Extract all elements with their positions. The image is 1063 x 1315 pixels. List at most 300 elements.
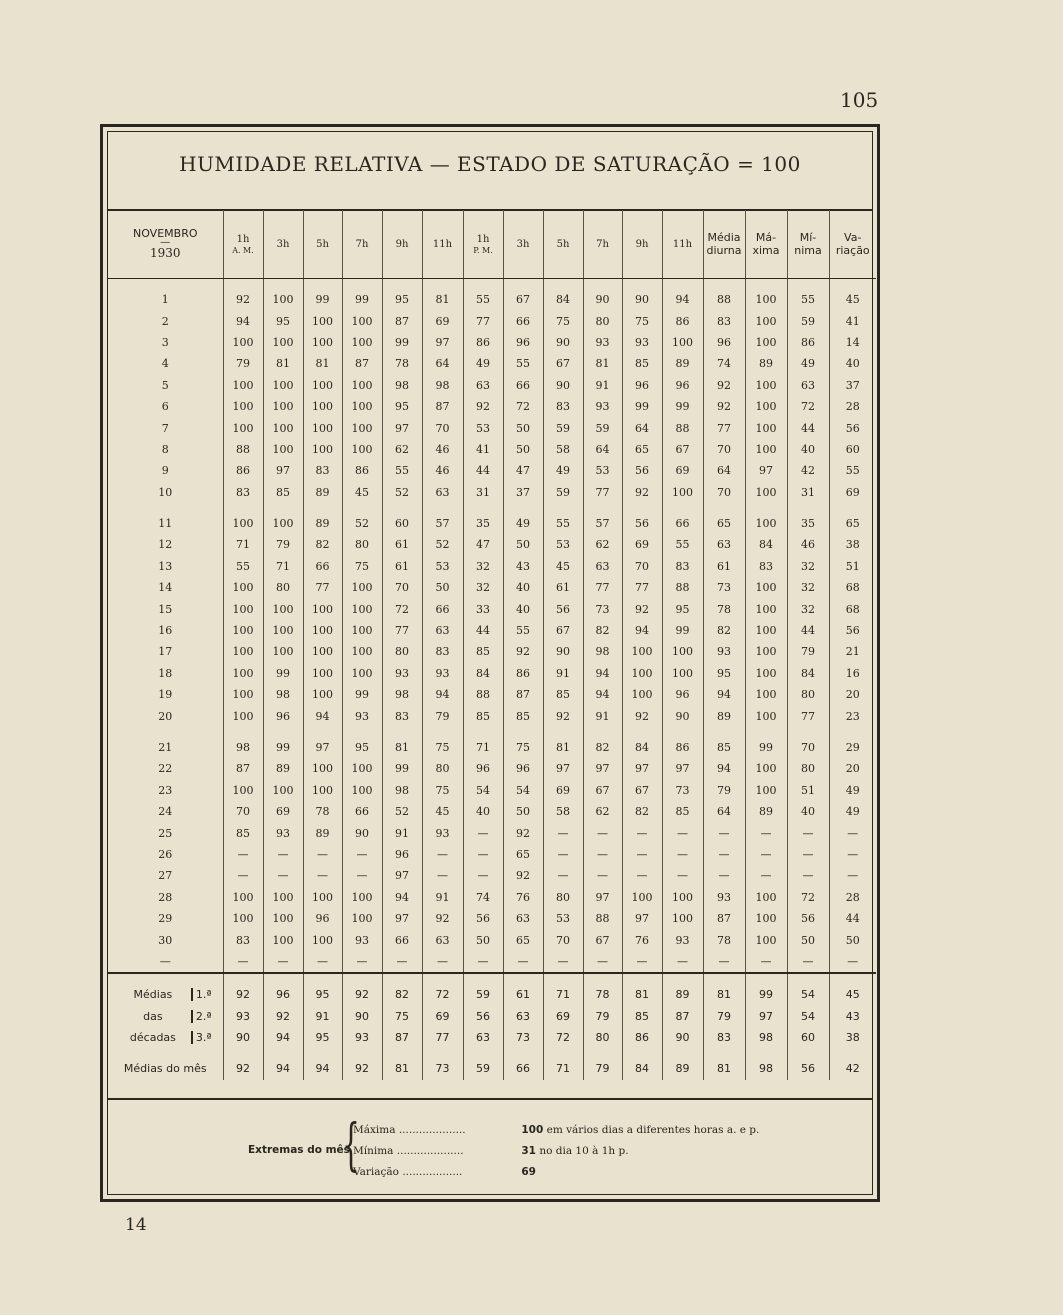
spacer-cell (263, 727, 303, 737)
table-cell: 77 (583, 482, 622, 503)
table-cell: 100 (662, 908, 703, 929)
table-cell: 80 (382, 641, 422, 662)
table-row (108, 310, 876, 331)
table-cell: 60 (787, 1027, 829, 1048)
spacer-cell (422, 727, 463, 737)
table-cell: 96 (263, 705, 303, 726)
table-cell: 97 (382, 417, 422, 438)
table-cell: 70 (703, 439, 745, 460)
table-cell: 94 (662, 289, 703, 310)
table-cell: 100 (303, 598, 342, 619)
table-cell: — (382, 951, 422, 973)
table-cell: 77 (422, 1027, 463, 1048)
table-cell: 97 (745, 1006, 787, 1027)
table-cell: 32 (463, 556, 503, 577)
table-cell: 94 (422, 684, 463, 705)
table-cell: 79 (223, 353, 263, 374)
table-cell: 100 (263, 417, 303, 438)
table-cell: 80 (342, 534, 382, 555)
table-cell: — (787, 844, 829, 865)
table-cell: 100 (342, 780, 382, 801)
table-cell: 96 (703, 332, 745, 353)
table-cell: 20 (829, 684, 876, 705)
table-cell: 63 (503, 1006, 543, 1027)
table-cell: 40 (787, 439, 829, 460)
table-cell: 100 (223, 332, 263, 353)
table-cell: 100 (223, 598, 263, 619)
spacer-cell (108, 279, 223, 290)
table-cell: — (543, 844, 583, 865)
table-cell: 100 (662, 332, 703, 353)
table-cell: 28 (829, 396, 876, 417)
table-cell: 55 (503, 353, 543, 374)
table-row (108, 705, 876, 726)
table-cell: 89 (303, 513, 342, 534)
table-cell: — (622, 822, 662, 843)
table-cell: 93 (583, 396, 622, 417)
table-cell: 11 (158, 517, 173, 531)
hour-label: 7h (355, 239, 369, 250)
table-cell: 96 (463, 758, 503, 779)
table-cell: 55 (787, 289, 829, 310)
table-cell: 56 (787, 908, 829, 929)
table-cell: 59 (787, 310, 829, 331)
table-cell: 100 (263, 908, 303, 929)
table-cell: 31 (787, 482, 829, 503)
variacao-value: 69 (521, 1166, 536, 1178)
table-cell: 100 (303, 310, 342, 331)
table-cell: 84 (622, 1058, 662, 1079)
spacer-cell (108, 1048, 223, 1058)
table-cell: 25 (158, 826, 173, 840)
table-cell: 52 (382, 801, 422, 822)
table-cell: 65 (829, 513, 876, 534)
table-cell: 56 (622, 460, 662, 481)
table-cell: 63 (787, 375, 829, 396)
table-cell: 81 (622, 984, 662, 1005)
table-cell: 53 (543, 534, 583, 555)
table-cell: 67 (583, 780, 622, 801)
decade-number: 2.ª (191, 1010, 212, 1023)
spacer-cell (422, 973, 463, 984)
hour-header (463, 210, 503, 279)
table-cell: 100 (263, 289, 303, 310)
maxima-desc: em vários dias a diferentes horas a. e p. (546, 1124, 760, 1136)
hour-header (303, 210, 342, 279)
table-cell: 62 (583, 534, 622, 555)
table-cell: 92 (263, 1006, 303, 1027)
table-cell: 82 (703, 620, 745, 641)
table-cell: 93 (662, 929, 703, 950)
table-cell: 63 (583, 556, 622, 577)
table-cell: 93 (422, 822, 463, 843)
table-cell: 30 (158, 933, 173, 947)
month-label: NOVEMBRO (132, 227, 198, 241)
spacer-cell (422, 279, 463, 290)
table-cell: — (662, 822, 703, 843)
spacer-cell (787, 1048, 829, 1058)
table-cell: 27 (158, 869, 173, 883)
table-cell: 79 (703, 1006, 745, 1027)
spacer-cell (342, 973, 382, 984)
spacer-cell (503, 727, 543, 737)
table-cell: 100 (622, 887, 662, 908)
table-cell: — (703, 951, 745, 973)
table-cell: 100 (745, 439, 787, 460)
spacer-cell (745, 279, 787, 290)
table-row (108, 641, 876, 662)
table-cell: — (787, 865, 829, 886)
spacer-cell (382, 727, 422, 737)
table-cell: 44 (787, 417, 829, 438)
table-cell: 73 (583, 598, 622, 619)
table-row (108, 758, 876, 779)
table-cell: 100 (622, 684, 662, 705)
decade-number: 3.ª (191, 1031, 212, 1044)
hour-label: 5h (316, 239, 329, 250)
table-cell: 66 (382, 929, 422, 950)
table-cell: 93 (263, 822, 303, 843)
table-cell: 88 (463, 684, 503, 705)
spacer-cell (745, 1048, 787, 1058)
table-cell: 71 (263, 556, 303, 577)
table-cell: 92 (703, 396, 745, 417)
table-cell: — (303, 951, 342, 973)
extreme-variacao-row (353, 1166, 853, 1178)
table-cell: 49 (503, 513, 543, 534)
spacer-cell (463, 503, 503, 513)
table-cell: 100 (263, 375, 303, 396)
table-cell: 100 (622, 663, 662, 684)
table-cell: 100 (342, 758, 382, 779)
table-cell: 51 (829, 556, 876, 577)
table-cell: 53 (422, 556, 463, 577)
table-cell: 92 (223, 289, 263, 310)
table-cell: 66 (662, 513, 703, 534)
table-cell: 100 (745, 684, 787, 705)
table-body (108, 279, 876, 1080)
table-cell: 99 (662, 396, 703, 417)
table-cell: 64 (703, 460, 745, 481)
table-cell: — (463, 951, 503, 973)
spacer-cell (382, 503, 422, 513)
hour-header (503, 210, 543, 279)
table-cell: 61 (382, 534, 422, 555)
table-cell: 70 (382, 577, 422, 598)
table-cell: 100 (303, 620, 342, 641)
table-cell: 50 (463, 929, 503, 950)
table-cell: 47 (463, 534, 503, 555)
table-cell: 100 (303, 684, 342, 705)
table-cell: 100 (342, 598, 382, 619)
table-cell: — (543, 865, 583, 886)
table-cell: — (463, 844, 503, 865)
header-row (108, 210, 876, 279)
table-cell: 44 (787, 620, 829, 641)
table-cell: 84 (622, 737, 662, 758)
month-means-row (108, 1058, 876, 1079)
table-cell: 92 (622, 705, 662, 726)
table-cell: 82 (583, 737, 622, 758)
table-cell: 88 (703, 289, 745, 310)
table-cell: 32 (787, 556, 829, 577)
hour-header (263, 210, 303, 279)
table-cell: 100 (745, 598, 787, 619)
table-cell: 38 (829, 534, 876, 555)
table-cell: — (422, 865, 463, 886)
variacao-header: Va- riação (829, 210, 876, 279)
table-cell: 68 (829, 598, 876, 619)
hour-header (543, 210, 583, 279)
table-cell: 51 (787, 780, 829, 801)
table-cell: 100 (662, 641, 703, 662)
table-cell: 100 (342, 887, 382, 908)
table-cell: — (787, 822, 829, 843)
table-cell: 37 (829, 375, 876, 396)
table-cell: 12 (158, 538, 173, 552)
table-cell: 80 (422, 758, 463, 779)
table-cell: 79 (263, 534, 303, 555)
table-cell: 73 (662, 780, 703, 801)
table-cell: 100 (745, 663, 787, 684)
table-cell: — (703, 822, 745, 843)
table-cell: 100 (342, 620, 382, 641)
hour-header (382, 210, 422, 279)
table-cell: 63 (422, 620, 463, 641)
table-row (108, 534, 876, 555)
table-cell: 80 (583, 1027, 622, 1048)
table-cell: 96 (382, 844, 422, 865)
table-cell: 97 (583, 758, 622, 779)
table-cell: 95 (303, 1027, 342, 1048)
table-cell: — (303, 844, 342, 865)
table-cell: 1 (161, 293, 169, 307)
table-cell: — (829, 951, 876, 973)
table-cell: 99 (263, 737, 303, 758)
table-cell: 91 (583, 375, 622, 396)
spacer-cell (382, 279, 422, 290)
table-cell: 56 (463, 908, 503, 929)
decade-label-text: das (143, 1009, 163, 1023)
spacer-row (108, 727, 876, 737)
table-cell: 56 (463, 1006, 503, 1027)
table-cell: 90 (543, 641, 583, 662)
table-cell: 100 (745, 929, 787, 950)
hour-label: 11h (672, 239, 693, 250)
table-cell: 88 (223, 439, 263, 460)
table-cell: 45 (829, 289, 876, 310)
table-cell: — (829, 822, 876, 843)
table-cell: 55 (662, 534, 703, 555)
table-cell: 98 (583, 641, 622, 662)
table-cell: 100 (223, 663, 263, 684)
table-cell: 90 (583, 289, 622, 310)
table-cell: 28 (158, 890, 173, 904)
table-cell: 23 (158, 783, 173, 797)
table-cell: 40 (463, 801, 503, 822)
table-cell: 46 (787, 534, 829, 555)
table-cell: 100 (745, 289, 787, 310)
table-cell: 42 (829, 1058, 876, 1079)
table-cell: 35 (787, 513, 829, 534)
table-cell: 98 (382, 375, 422, 396)
table-cell: 97 (382, 865, 422, 886)
table-cell: 64 (703, 801, 745, 822)
table-cell: 55 (382, 460, 422, 481)
table-cell: 3 (161, 335, 169, 349)
table-cell: 10 (158, 485, 173, 499)
table-cell: 93 (342, 929, 382, 950)
table-cell: 49 (543, 460, 583, 481)
table-cell: 63 (422, 482, 463, 503)
table-cell: 65 (503, 929, 543, 950)
table-cell: 85 (463, 705, 503, 726)
table-cell: 53 (583, 460, 622, 481)
table-cell: 81 (583, 353, 622, 374)
footer-number: 14 (125, 1215, 147, 1235)
table-cell: 81 (382, 1058, 422, 1079)
table-cell: 90 (543, 375, 583, 396)
table-cell: 100 (223, 620, 263, 641)
table-cell: — (787, 951, 829, 973)
spacer-cell (829, 973, 876, 984)
table-cell: 100 (263, 641, 303, 662)
table-cell: 75 (503, 737, 543, 758)
table-cell: 94 (703, 684, 745, 705)
table-cell: 72 (503, 396, 543, 417)
spacer-cell (829, 727, 876, 737)
table-cell: — (703, 844, 745, 865)
table-row (108, 801, 876, 822)
table-cell: 82 (303, 534, 342, 555)
table-cell: 69 (422, 310, 463, 331)
media-header: Média diurna (703, 210, 745, 279)
table-cell: 70 (422, 417, 463, 438)
table-row (108, 620, 876, 641)
spacer-cell (303, 727, 342, 737)
table-cell: 95 (303, 984, 342, 1005)
table-cell: 100 (223, 577, 263, 598)
table-cell: 100 (223, 684, 263, 705)
table-cell: 65 (503, 844, 543, 865)
table-cell: 77 (583, 577, 622, 598)
table-cell: 87 (342, 353, 382, 374)
table-cell: 66 (303, 556, 342, 577)
table-row (108, 460, 876, 481)
table-cell: 100 (223, 908, 263, 929)
table-cell: 100 (263, 780, 303, 801)
table-cell: 81 (703, 1058, 745, 1079)
table-cell: 18 (158, 666, 173, 680)
table-cell: 100 (342, 417, 382, 438)
table-cell: 99 (745, 737, 787, 758)
table-cell: 32 (787, 577, 829, 598)
spacer-cell (787, 279, 829, 290)
spacer-cell (829, 503, 876, 513)
table-cell: 83 (223, 482, 263, 503)
spacer-cell (622, 503, 662, 513)
spacer-cell (463, 973, 503, 984)
table-cell: 73 (503, 1027, 543, 1048)
spacer-cell (662, 503, 703, 513)
table-cell: 89 (662, 1058, 703, 1079)
table-cell: 50 (503, 801, 543, 822)
table-cell: 31 (463, 482, 503, 503)
table-cell: — (263, 865, 303, 886)
table-cell: 93 (422, 663, 463, 684)
table-cell: — (503, 951, 543, 973)
table-cell: 100 (223, 417, 263, 438)
spacer-cell (745, 973, 787, 984)
table-cell: 100 (223, 887, 263, 908)
table-cell: 86 (342, 460, 382, 481)
table-cell: 72 (382, 598, 422, 619)
table-cell: 83 (662, 556, 703, 577)
spacer-row (108, 1048, 876, 1058)
decade-row (108, 984, 876, 1005)
table-cell: 71 (543, 1058, 583, 1079)
table-cell: 100 (303, 396, 342, 417)
table-cell: 96 (503, 758, 543, 779)
table-cell: 98 (382, 684, 422, 705)
table-cell: 85 (622, 353, 662, 374)
spacer-cell (342, 1048, 382, 1058)
hour-header (662, 210, 703, 279)
table-cell: 94 (583, 684, 622, 705)
table-cell: 88 (662, 577, 703, 598)
table-cell: 100 (263, 620, 303, 641)
table-cell: 92 (342, 1058, 382, 1079)
table-cell: 100 (342, 332, 382, 353)
table-cell: 80 (787, 758, 829, 779)
table-row (108, 663, 876, 684)
table-cell: 91 (543, 663, 583, 684)
table-cell: 61 (382, 556, 422, 577)
table-cell: 90 (622, 289, 662, 310)
table-cell: 90 (662, 1027, 703, 1048)
table-cell: 97 (303, 737, 342, 758)
table-cell: 61 (543, 577, 583, 598)
variacao-label: Variação .................. (353, 1166, 463, 1178)
table-cell: 69 (263, 801, 303, 822)
spacer-cell (503, 973, 543, 984)
table-cell: 100 (303, 887, 342, 908)
table-cell: 93 (622, 332, 662, 353)
hour-label: 3h (276, 239, 290, 250)
table-cell: 74 (703, 353, 745, 374)
table-cell: 14 (829, 332, 876, 353)
spacer-cell (787, 973, 829, 984)
table-cell: 75 (422, 780, 463, 801)
table-cell: 60 (382, 513, 422, 534)
table-cell: 77 (703, 417, 745, 438)
table-cell: 49 (787, 353, 829, 374)
spacer-row (108, 279, 876, 290)
table-cell: 93 (342, 705, 382, 726)
table-title: HUMIDADE RELATIVA — ESTADO DE SATURAÇÃO = 100 (179, 152, 801, 176)
spacer-cell (382, 973, 422, 984)
table-cell: 94 (263, 1027, 303, 1048)
table-cell: 100 (263, 513, 303, 534)
table-row (108, 822, 876, 843)
hour-label: 11h (432, 239, 453, 250)
table-cell: 100 (745, 375, 787, 396)
table-cell: 92 (422, 908, 463, 929)
spacer-cell (108, 973, 223, 984)
table-cell: 76 (622, 929, 662, 950)
table-cell: 65 (703, 513, 745, 534)
table-cell: 59 (583, 417, 622, 438)
